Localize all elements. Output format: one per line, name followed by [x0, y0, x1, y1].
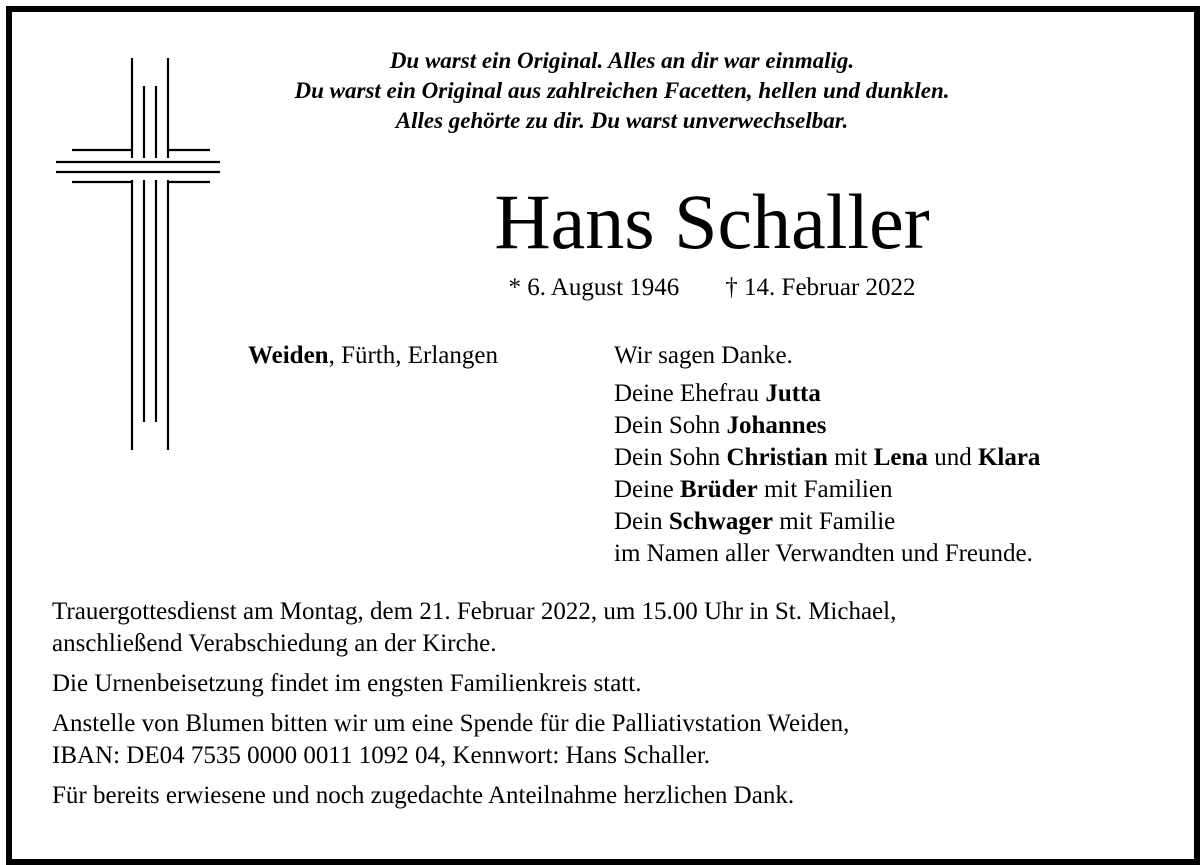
obituary-frame	[6, 6, 1200, 865]
motto	[242, 46, 1002, 136]
mourner-line: Dein Sohn Christian mit Lena und Klara	[614, 444, 1041, 471]
urn-note: Die Urnenbeisetzung findet im engsten Familienkreis statt.	[52, 670, 642, 697]
mourner-line: Dein Schwager mit Familie	[614, 508, 896, 535]
motto-line: Alles gehörte zu dir. Du warst unverwechselbar.	[395, 108, 849, 133]
motto-line: Du warst ein Original aus zahlreichen Facetten, hellen und dunklen.	[294, 78, 950, 103]
places	[248, 340, 498, 372]
mourner-line: Dein Sohn Johannes	[614, 412, 827, 439]
donation-note: Anstelle von Blumen bitten wir um eine Spende für die Palliativstation Weiden, IBAN: DE04 7535 0000 0011 1092 04, Kennwort: Hans Schaller.	[52, 710, 850, 769]
mourners-intro: Wir sagen Danke.	[614, 342, 793, 369]
mourners-list	[614, 340, 1040, 570]
deceased-name: Hans Schaller	[494, 178, 930, 265]
death-date: † 14. Februar 2022	[725, 274, 916, 301]
mourner-line: Deine Brüder mit Familien	[614, 476, 893, 503]
place-rest: , Fürth, Erlangen	[328, 342, 498, 369]
birth-date: * 6. August 1946	[508, 274, 680, 301]
funeral-notes	[52, 596, 1182, 820]
motto-line: Du warst ein Original. Alles an dir war einmalig.	[389, 48, 855, 73]
life-dates	[312, 272, 1112, 304]
service-note: Trauergottesdienst am Montag, dem 21. Februar 2022, um 15.00 Uhr in St. Michael, anschließend Verabschiedung an der Kirche.	[52, 598, 897, 657]
place-main: Weiden	[248, 342, 329, 369]
cross-icon	[50, 58, 226, 450]
mourner-line: Deine Ehefrau Jutta	[614, 380, 821, 407]
thanks-note: Für bereits erwiesene und noch zugedachte Anteilnahme herzlichen Dank.	[52, 782, 795, 809]
mourner-line: im Namen aller Verwandten und Freunde.	[614, 540, 1033, 567]
